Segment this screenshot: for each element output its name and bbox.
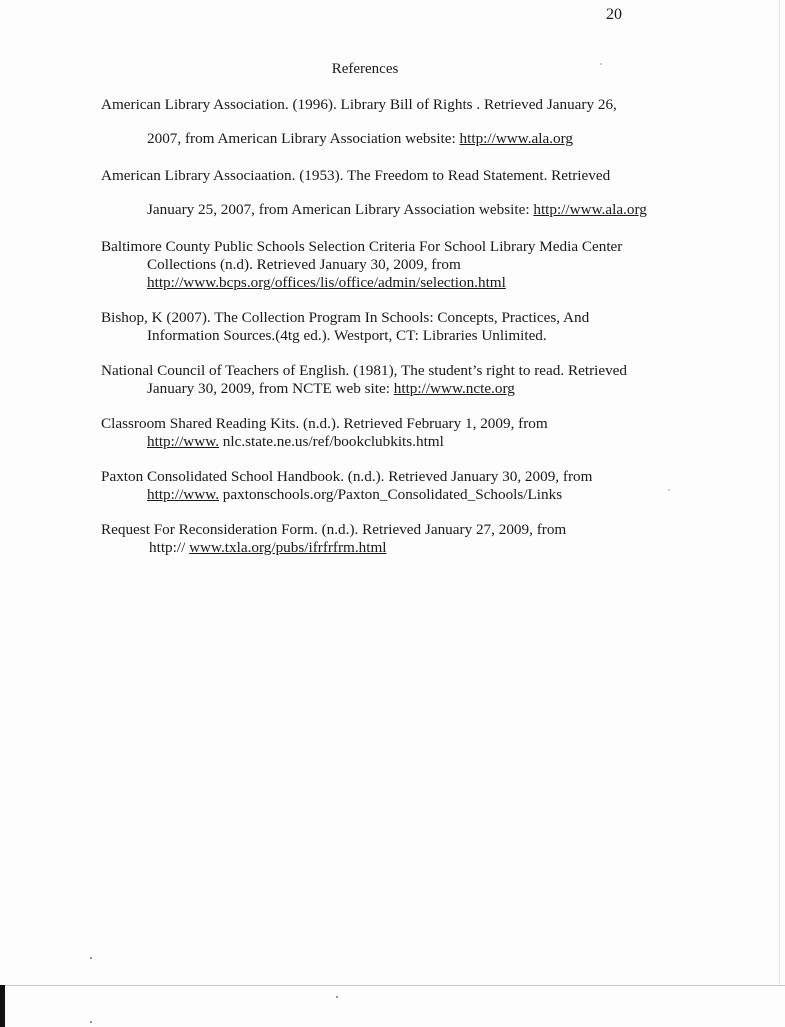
reference-continuation [101, 380, 627, 398]
reference-line: paxtonschools.org/Paxton_Consolidated_Schools/Links [219, 486, 563, 503]
reference-continuation [101, 433, 548, 451]
reference-entry [101, 362, 627, 398]
reference-line: Bishop, K (2007). The Collection Program In Schools: Concepts, Practices, And [101, 309, 590, 326]
reference-link[interactable]: http://www.ncte.org [393, 380, 515, 397]
reference-line: Baltimore County Public Schools Selection Criteria For School Library Media Center [101, 238, 623, 255]
reference-line: nlc.state.ne.us/ref/bookclubkits.html [219, 433, 444, 450]
scan-speck [668, 489, 670, 491]
reference-line: http:// [149, 539, 190, 556]
scan-speck [600, 63, 602, 65]
reference-link[interactable]: http://www. [147, 486, 219, 503]
reference-entry [101, 309, 589, 345]
reference-line: American Library Association. (1996). Library Bill of Rights . Retrieved January 26, [101, 96, 617, 113]
reference-continuation [101, 486, 592, 504]
reference-line: Information Sources.(4tg ed.). Westport, CT: Libraries Unlimited. [147, 327, 547, 344]
reference-continuation [101, 130, 617, 148]
scan-edge [0, 985, 785, 986]
reference-link[interactable]: http://www.ala.org [533, 201, 647, 218]
reference-link[interactable]: www.txla.org/pubs/ifrfrfrm.html [189, 539, 387, 556]
reference-link[interactable]: http://www.bcps.org/offices/lis/office/admin/selection.html [147, 274, 506, 291]
page-number: 20 [606, 6, 622, 23]
reference-entry [101, 468, 592, 504]
reference-link[interactable]: http://www. [147, 433, 219, 450]
reference-continuation [101, 539, 566, 557]
scan-shadow [0, 985, 5, 1027]
reference-line: Classroom Shared Reading Kits. (n.d.). Retrieved February 1, 2009, from [101, 415, 548, 432]
reference-link[interactable]: http://www.ala.org [459, 130, 574, 147]
reference-entry [101, 167, 647, 219]
reference-continuation [101, 201, 647, 219]
reference-line: Collections (n.d). Retrieved January 30, 2009, from [147, 256, 461, 273]
scan-edge [779, 0, 780, 985]
reference-line: January 25, 2007, from American Library Association website: [147, 201, 534, 218]
reference-line: Request For Reconsideration Form. (n.d.). Retrieved January 27, 2009, from [101, 521, 567, 538]
scan-speck [336, 996, 338, 998]
reference-line: American Library Associaation. (1953). The Freedom to Read Statement. Retrieved [101, 167, 611, 184]
reference-line: Paxton Consolidated School Handbook. (n.d.). Retrieved January 30, 2009, from [101, 468, 593, 485]
reference-line: 2007, from American Library Association website: [147, 130, 460, 147]
page-title: References [331, 61, 399, 77]
reference-entry [101, 415, 548, 451]
reference-line: January 30, 2009, from NCTE web site: [147, 380, 394, 397]
reference-entry [101, 96, 617, 148]
reference-entry [101, 521, 566, 557]
reference-entry [101, 238, 622, 292]
reference-line: National Council of Teachers of English. (1981), The student’s right to read. Retrieved [101, 362, 628, 379]
scan-speck [90, 1021, 92, 1023]
scan-speck [90, 957, 92, 959]
